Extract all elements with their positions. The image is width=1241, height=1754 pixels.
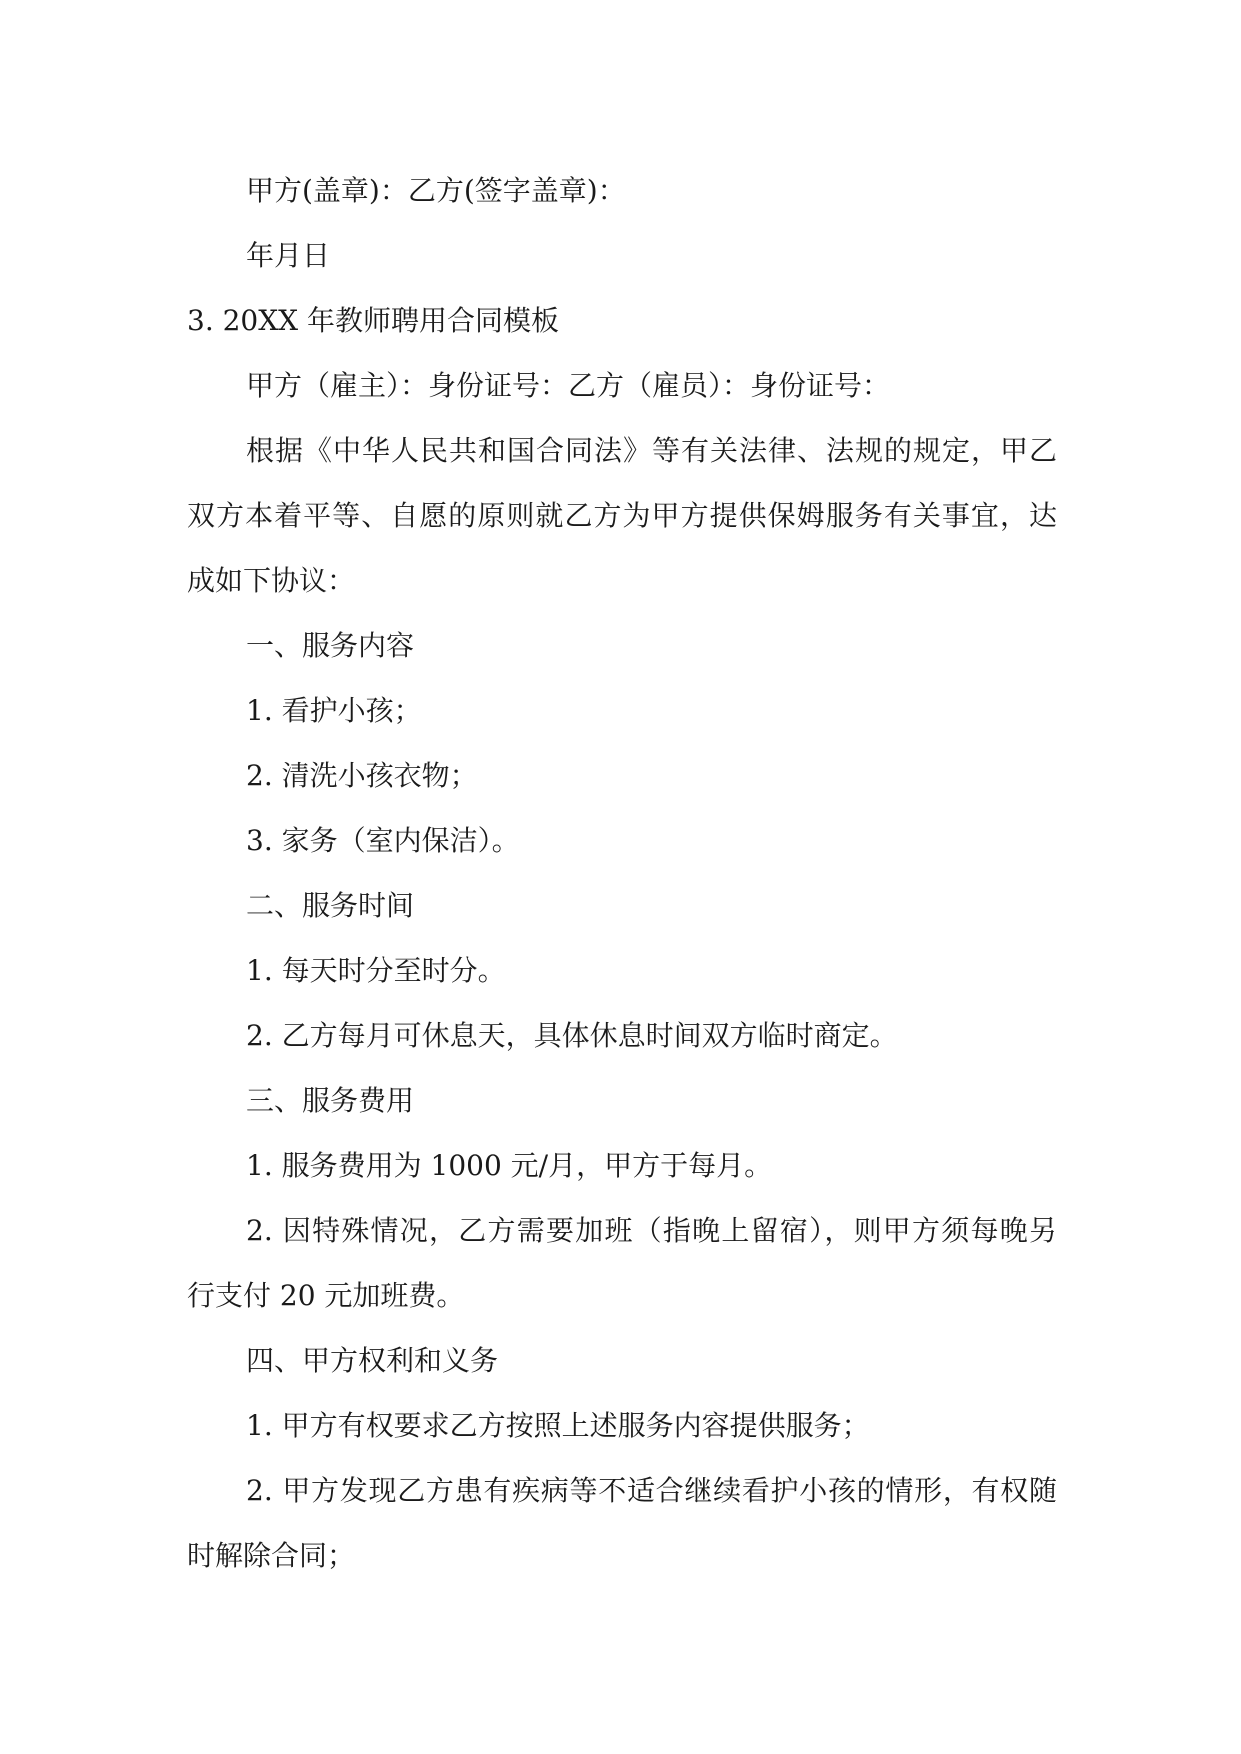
heading-service-time: 二、服务时间 <box>246 889 415 922</box>
list-item: 2. 甲方发现乙方患有疾病等不适合继续看护小孩的情形，有权随 <box>246 1474 1057 1507</box>
list-item: 1. 服务费用为 1000 元/月，甲方于每月。 <box>246 1149 773 1182</box>
signature-line: 甲方(盖章)：乙方(签字盖章)： <box>246 174 626 207</box>
list-item: 2. 乙方每月可休息天，具体休息时间双方临时商定。 <box>246 1019 898 1052</box>
list-item: 1. 甲方有权要求乙方按照上述服务内容提供服务； <box>246 1409 870 1442</box>
list-item: 2. 因特殊情况，乙方需要加班（指晚上留宿），则甲方须每晚另 <box>246 1214 1057 1247</box>
preamble-line-1: 根据《中华人民共和国合同法》等有关法律、法规的规定，甲乙 <box>246 434 1057 467</box>
parties-line: 甲方（雇主）：身份证号：乙方（雇员）：身份证号： <box>246 369 891 402</box>
preamble-line-3: 成如下协议： <box>187 564 356 597</box>
heading-service-content: 一、服务内容 <box>246 629 415 662</box>
date-line: 年月日 <box>246 239 331 272</box>
section-title: 3. 20XX 年教师聘用合同模板 <box>187 304 560 337</box>
heading-party-a-rights: 四、甲方权利和义务 <box>246 1344 499 1377</box>
preamble-line-2: 双方本着平等、自愿的原则就乙方为甲方提供保姆服务有关事宜，达 <box>187 499 1057 532</box>
list-item-continuation: 时解除合同； <box>187 1539 356 1572</box>
list-item-continuation: 行支付 20 元加班费。 <box>187 1279 465 1312</box>
list-item: 2. 清洗小孩衣物； <box>246 759 478 792</box>
heading-service-fee: 三、服务费用 <box>246 1084 415 1117</box>
list-item: 1. 每天时分至时分。 <box>246 954 506 987</box>
list-item: 3. 家务（室内保洁）。 <box>246 824 520 857</box>
list-item: 1. 看护小孩； <box>246 694 422 727</box>
document-body <box>187 158 1057 1588</box>
